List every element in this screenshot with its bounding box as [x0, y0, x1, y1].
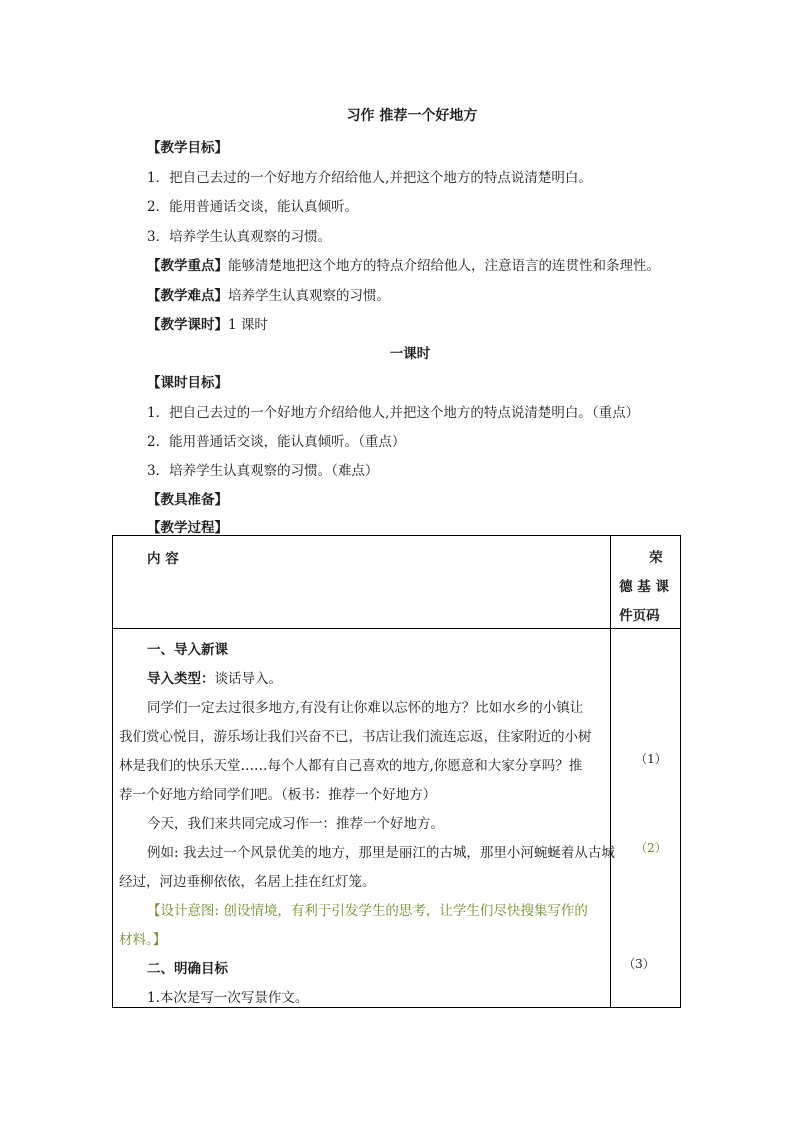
table-body-row — [113, 629, 681, 1008]
header-page-cell — [611, 536, 681, 629]
page-title: 习作 推荐一个好地方 — [346, 108, 478, 124]
para3-line-2: 经过，河边垂柳依依，名居上挂在红灯笼。 — [119, 874, 376, 890]
materials-heading: 【教具准备】 — [147, 492, 228, 508]
header-page-line-3: 件页码 — [619, 608, 660, 624]
difficulty-label: 【教学难点】 — [147, 288, 228, 304]
difficulty — [147, 284, 390, 304]
body-content-cell — [113, 629, 615, 1008]
section2-title: 二、明确目标 — [147, 961, 228, 977]
design-note-line-1: 【设计意图: 创设情境，有利于引发学生的思考，让学生们尽快搜集写作的 — [147, 903, 588, 919]
para1-line-2: 我们赏心悦目，游乐场让我们兴奋不已，书店让我们流连忘返，住家附近的小树 — [119, 729, 592, 745]
para2: 今天，我们来共同完成习作一：推荐一个好地方。 — [147, 816, 444, 832]
key-point-label: 【教学重点】 — [147, 258, 228, 274]
key-point — [147, 254, 660, 274]
goal-item-3: 3．培养学生认真观察的习惯。 — [147, 229, 332, 245]
page-ref-3: （3） — [623, 957, 655, 971]
hours — [147, 313, 268, 333]
goal-item-1: 1．把自己去过的一个好地方介绍给他人,并把这个地方的特点说清楚明白。 — [147, 170, 592, 186]
section1-title: 一、导入新课 — [147, 642, 228, 658]
page-ref-1: （1） — [635, 752, 667, 766]
process-heading: 【教学过程】 — [147, 520, 228, 536]
goals-heading: 【教学目标】 — [147, 140, 228, 156]
para3-line-1: 例如: 我去过一个风景优美的地方，那里是丽江的古城，那里小河蜿蜒着从古城 — [147, 845, 615, 861]
para1-line-1: 同学们一定去过很多地方,有没有让你难以忘怀的地方？比如水乡的小镇让 — [147, 700, 584, 716]
header-page-line-1: 荣 — [649, 550, 663, 566]
intro-type-label: 导入类型： — [147, 671, 215, 687]
hours-text: 1 课时 — [228, 317, 268, 333]
intro-type — [147, 667, 282, 687]
session-goal-item-1: 1．把自己去过的一个好地方介绍给他人,并把这个地方的特点说清楚明白。（重点） — [147, 405, 640, 421]
session-goal-item-2: 2．能用普通话交谈，能认真倾听。（重点） — [147, 434, 406, 450]
key-point-text: 能够清楚地把这个地方的特点介绍给他人，注意语言的连贯性和条理性。 — [228, 258, 660, 274]
intro-type-value: 谈话导入。 — [214, 671, 282, 687]
difficulty-text: 培养学生认真观察的习惯。 — [228, 288, 390, 304]
hours-label: 【教学课时】 — [147, 317, 228, 333]
goal-item-2: 2．能用普通话交谈，能认真倾听。 — [147, 199, 359, 215]
body-page-cell — [611, 629, 681, 1008]
table-header-row — [113, 536, 681, 629]
para1-line-4: 荐一个好地方给同学们吧。（板书：推荐一个好地方） — [119, 787, 437, 803]
header-content-cell — [113, 536, 611, 629]
para1-line-3: 林是我们的快乐天堂……每个人都有自己喜欢的地方,你愿意和大家分享吗？推 — [119, 758, 583, 774]
session-goals-heading: 【课时目标】 — [147, 375, 228, 391]
lesson-table — [112, 535, 681, 1008]
page-ref-2: （2） — [635, 841, 667, 855]
session-title: 一课时 — [389, 346, 431, 362]
session-goal-item-3: 3．培养学生认真观察的习惯。（难点） — [147, 463, 379, 479]
design-note-line-2: 材料。】 — [119, 932, 167, 948]
header-page-line-2: 德 基 课 — [619, 579, 670, 595]
header-content-label: 内 容 — [147, 551, 179, 567]
item1: 1.本次是写一次写景作文。 — [147, 990, 309, 1006]
